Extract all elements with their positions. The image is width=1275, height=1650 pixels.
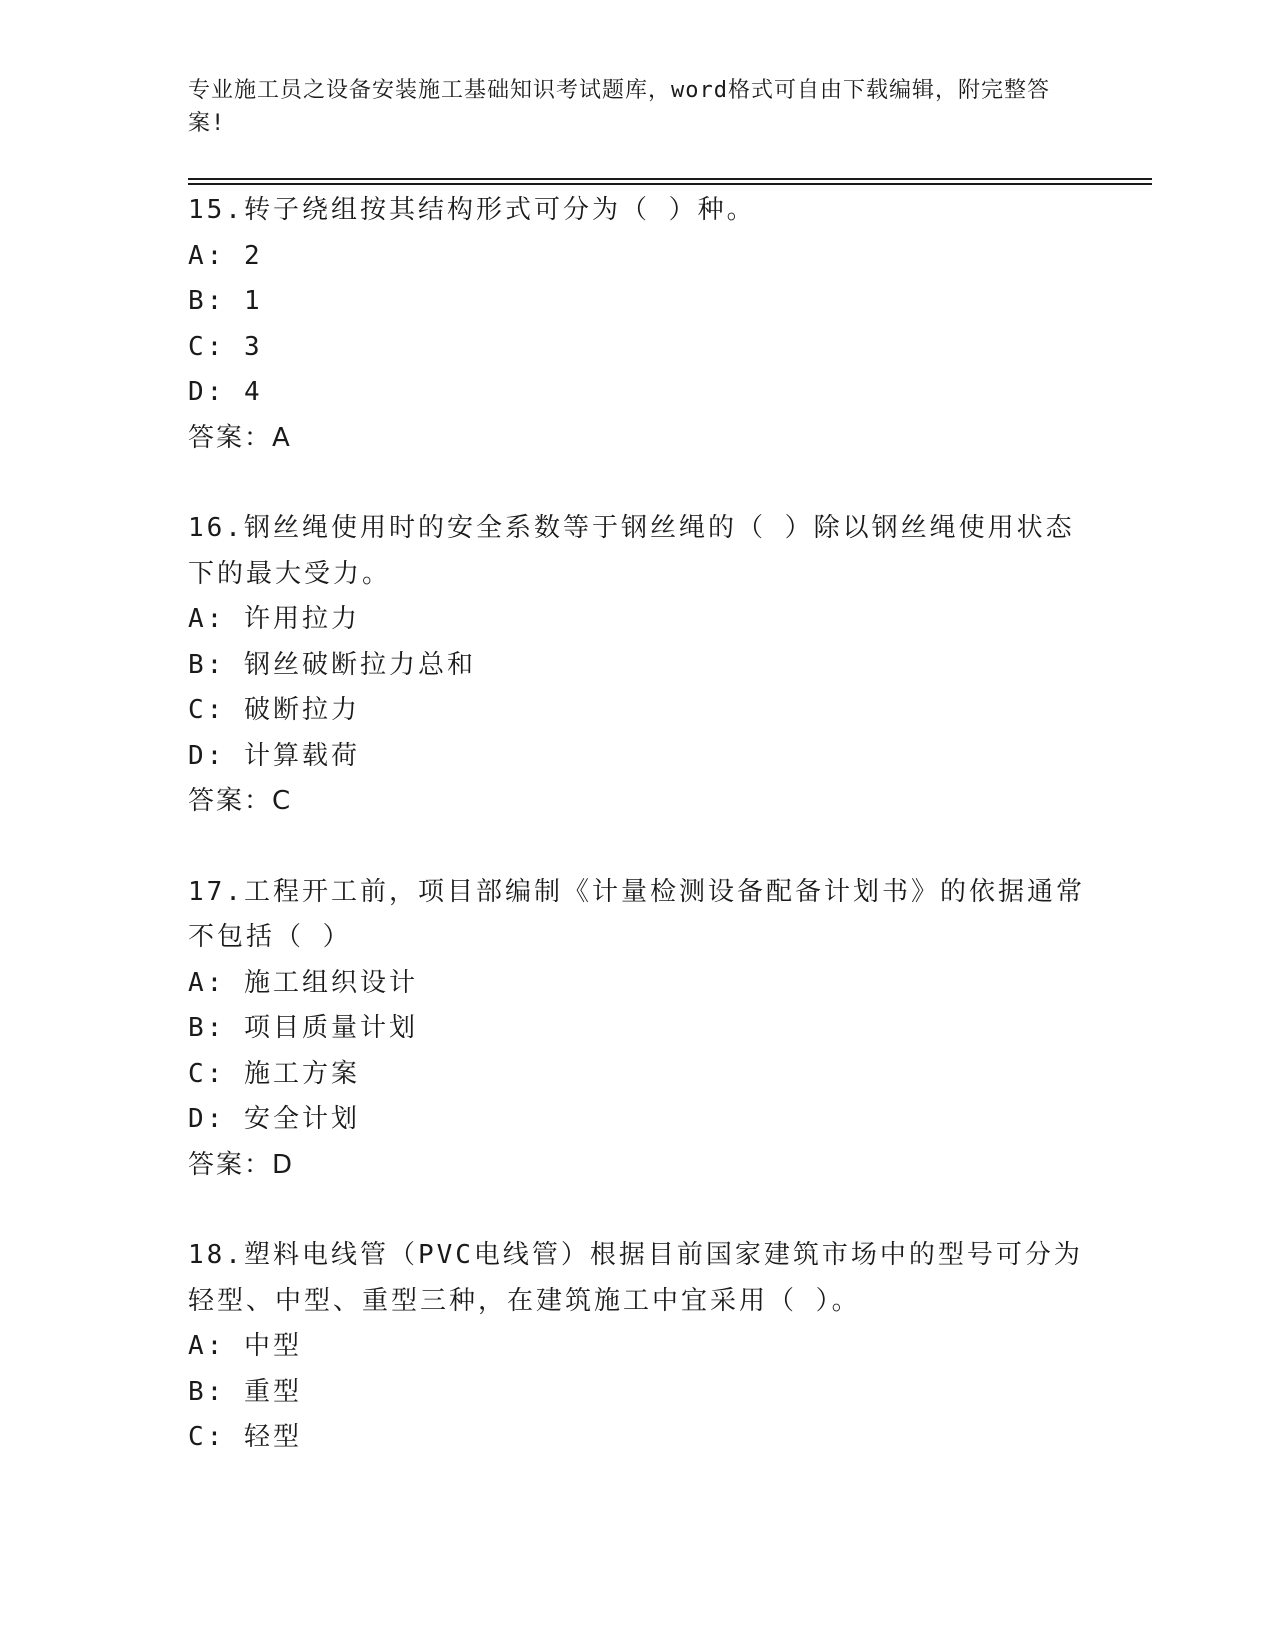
header-divider-top [188,178,1152,180]
option-c: C: 轻型 [188,1422,302,1452]
option-a: A: 中型 [188,1331,302,1361]
question-list [188,188,1088,1506]
option-a: A: 施工组织设计 [188,967,418,998]
option-d: D: 计算载荷 [188,740,360,771]
option-b: B: 钢丝破断拉力总和 [188,649,476,680]
option-c: C: 3 [188,331,263,362]
question-18 [188,1233,1088,1461]
option-b: B: 1 [188,286,263,316]
document-header: 专业施工员之设备安装施工基础知识考试题库，word格式可自由下载编辑，附完整答案! [188,78,1050,136]
option-d: D: 4 [188,377,263,407]
question-text: 15.转子绕组按其结构形式可分为（ ）种。 [188,195,756,225]
answer-line: 答案：C [188,786,293,816]
option-d: D: 安全计划 [188,1104,360,1134]
question-text: 18.塑料电线管（PVC电线管）根据目前国家建筑市场中的型号可分为轻型、中型、重型三种，在建筑施工中宜采用（ ）。 [188,1240,1083,1316]
option-a: A: 2 [188,240,263,271]
question-text: 17.工程开工前，项目部编制《计量检测设备配备计划书》的依据通常不包括（ ） [188,876,1085,952]
question-15 [188,188,1088,461]
option-c: C: 施工方案 [188,1058,360,1089]
answer-line: 答案：A [188,422,292,453]
question-17 [188,870,1088,1189]
option-a: A: 许用拉力 [188,604,360,634]
option-c: C: 破断拉力 [188,695,360,725]
answer-line: 答案：D [188,1149,295,1180]
header-divider-bottom [188,183,1152,185]
option-b: B: 项目质量计划 [188,1013,418,1043]
question-16 [188,506,1088,825]
question-text: 16.钢丝绳使用时的安全系数等于钢丝绳的（ ）除以钢丝绳使用状态下的最大受力。 [188,513,1075,589]
option-b: B: 重型 [188,1376,302,1407]
